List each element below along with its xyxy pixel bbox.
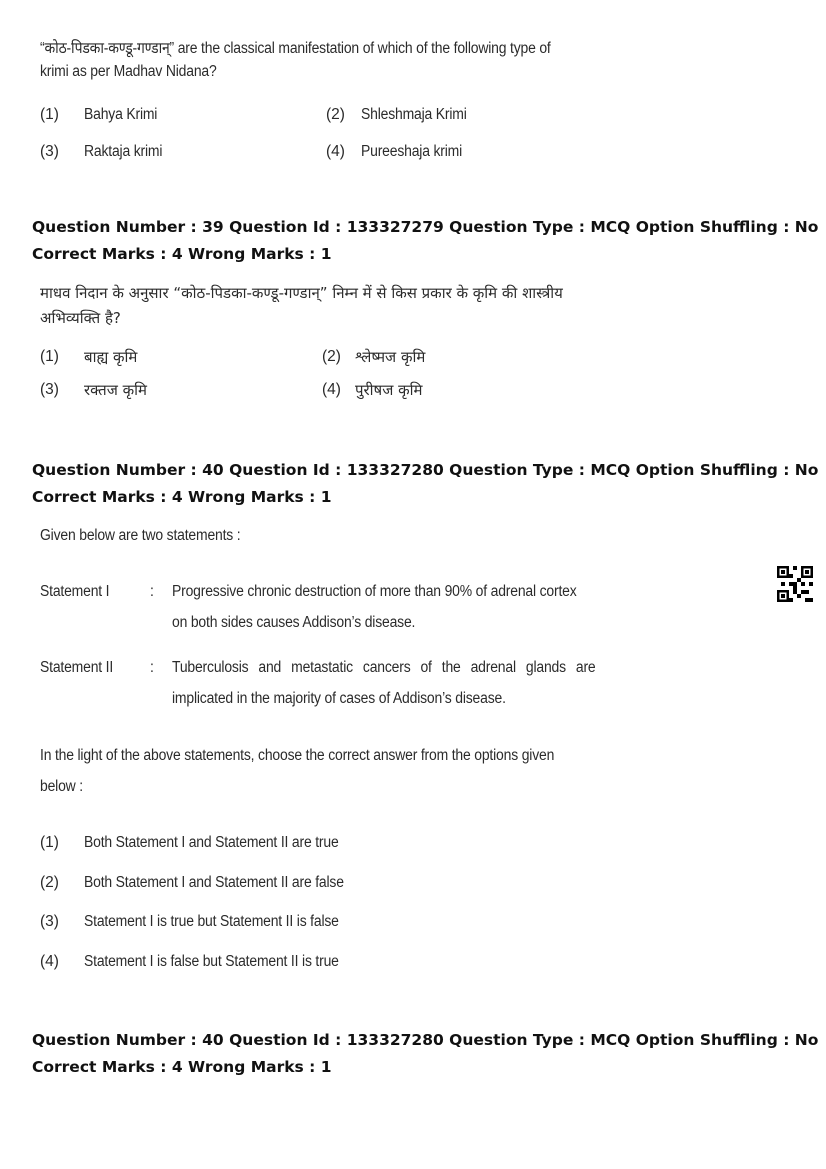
- question-meta-line: Question Number : 39 Question Id : 133327279 Question Type : MCQ Option Shuffling : No: [32, 218, 819, 236]
- question-prompt-line: In the light of the above statements, choose the correct answer from the options given: [40, 747, 555, 764]
- statement-text-line: Progressive chronic destruction of more than 90% of adrenal cortex: [172, 583, 577, 600]
- question-intro: Given below are two statements :: [40, 527, 241, 544]
- option-number: (1): [40, 348, 59, 365]
- qr-code-icon: [777, 566, 813, 602]
- option-number: (2): [322, 348, 341, 365]
- option-text: Pureeshaja krimi: [361, 143, 463, 160]
- question-text-line: माधव निदान के अनुसार “कोठ-पिडका-कण्डू-गण्डान्” निम्न में से किस प्रकार के कृमि की शास्त्रीय: [40, 284, 563, 302]
- option-number: (1): [40, 834, 59, 851]
- question-text-line: krimi as per Madhav Nidana?: [40, 63, 217, 80]
- option-text: Both Statement I and Statement II are false: [84, 874, 344, 891]
- question-text-line: अभिव्यक्ति है?: [40, 309, 121, 327]
- question-text-line: “कोठ-पिडका-कण्डू-गण्डान्” are the classical manifestation of which of the following type of: [40, 40, 551, 57]
- question-prompt-line: below :: [40, 778, 83, 795]
- option-number: (3): [40, 143, 59, 160]
- statement-text-line: Tuberculosis and metastatic cancers of the adrenal glands are: [172, 659, 596, 676]
- option-text: Statement I is false but Statement II is true: [84, 953, 339, 970]
- option-text: Shleshmaja Krimi: [361, 106, 467, 123]
- option-text: श्लेष्मज कृमि: [355, 348, 426, 366]
- marks-meta-line: Correct Marks : 4 Wrong Marks : 1: [32, 245, 332, 263]
- option-number: (2): [326, 106, 345, 123]
- option-text: रक्तज कृमि: [84, 381, 147, 399]
- option-text: बाह्य कृमि: [84, 348, 138, 366]
- option-number: (4): [326, 143, 345, 160]
- option-number: (3): [40, 913, 59, 930]
- option-number: (2): [40, 874, 59, 891]
- option-number: (1): [40, 106, 59, 123]
- question-meta-line: Question Number : 40 Question Id : 133327280 Question Type : MCQ Option Shuffling : No: [32, 1031, 819, 1049]
- statement-colon: :: [150, 659, 154, 676]
- statement-text-line: on both sides causes Addison’s disease.: [172, 614, 416, 631]
- question-meta-line: Question Number : 40 Question Id : 133327280 Question Type : MCQ Option Shuffling : No: [32, 461, 819, 479]
- statement-label: Statement II: [40, 659, 114, 676]
- option-number: (3): [40, 381, 59, 398]
- statement-colon: :: [150, 583, 154, 600]
- option-number: (4): [322, 381, 341, 398]
- option-text: Bahya Krimi: [84, 106, 158, 123]
- marks-meta-line: Correct Marks : 4 Wrong Marks : 1: [32, 488, 332, 506]
- option-text: पुरीषज कृमि: [355, 381, 423, 399]
- statement-label: Statement I: [40, 583, 110, 600]
- statement-text-line: implicated in the majority of cases of Addison’s disease.: [172, 690, 506, 707]
- marks-meta-line: Correct Marks : 4 Wrong Marks : 1: [32, 1058, 332, 1076]
- option-text: Both Statement I and Statement II are true: [84, 834, 339, 851]
- option-text: Raktaja krimi: [84, 143, 163, 160]
- option-text: Statement I is true but Statement II is false: [84, 913, 339, 930]
- option-number: (4): [40, 953, 59, 970]
